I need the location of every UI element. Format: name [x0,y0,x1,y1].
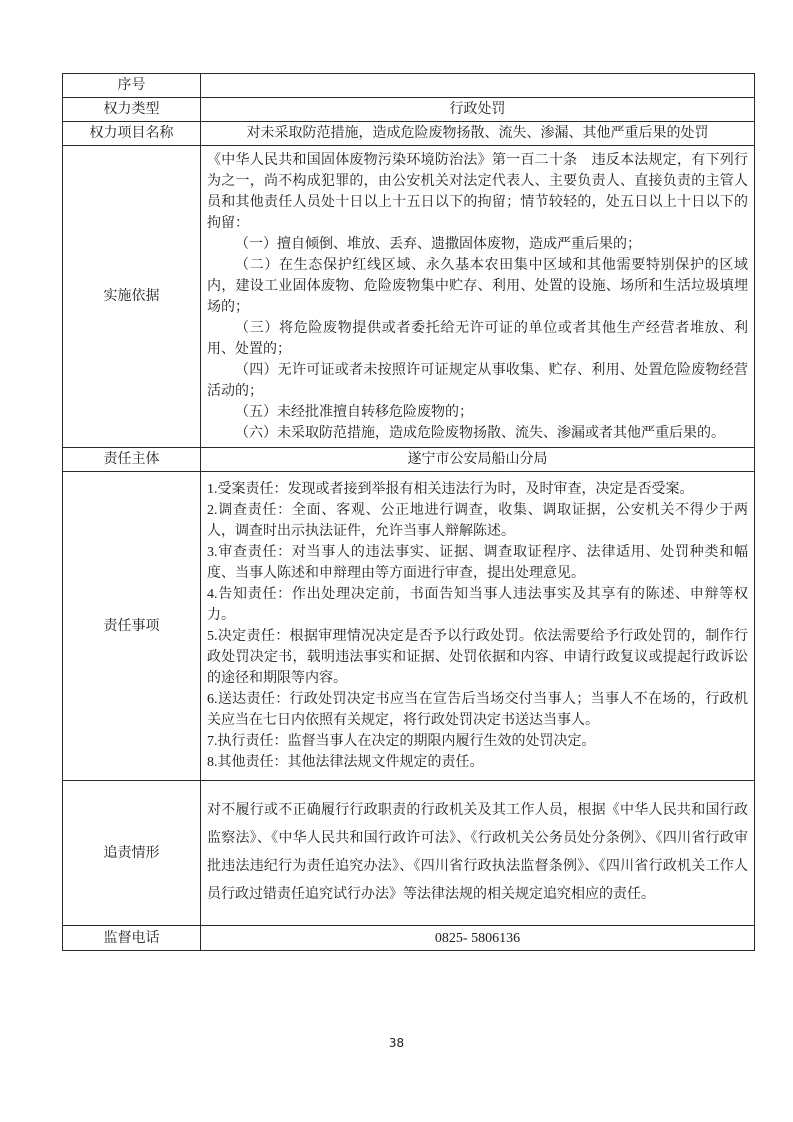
duty-item-6: 6.送达责任：行政处罚决定书应当在宣告后当场交付当事人；当事人不在场的，行政机关应当在七日内依照有关规定，将行政处罚决定书送达当事人。 [207,692,748,728]
basis-paragraph-item-5: （五）未经批准擅自转移危险废物的； [235,404,473,420]
accountability-situations-label: 追责情形 [63,781,201,926]
duty-item-7: 7.执行责任：监督当事人在决定的期限内履行生效的处罚决定。 [207,734,596,749]
duty-item-8: 8.其他责任：其他法律法规文件规定的责任。 [207,755,484,770]
duty-item-4: 4.告知责任：作出处理决定前，书面告知当事人违法事实及其享有的陈述、申辩等权力。 [207,587,748,623]
power-item-name-label: 权力项目名称 [63,122,201,146]
responsible-subject-label: 责任主体 [63,448,201,472]
basis-paragraph-item-2: （二）在生态保护红线区域、永久基本农田集中区域和其他需要特别保护的区域内，建设工业固体废物、危险废物集中贮存、利用、处置的设施、场所和生活垃圾填埋场的； [207,257,748,315]
power-list-table [62,73,755,951]
basis-paragraph-item-3: （三）将危险废物提供或者委托给无许可证的单位或者其他生产经营者堆放、利用、处置的； [207,320,748,357]
responsibility-items-label: 责任事项 [63,472,201,781]
table-row-power-type [63,98,755,122]
basis-paragraph-item-1: （一）擅自倾倒、堆放、丢弃、遗撒固体废物，造成严重后果的； [235,236,641,252]
accountability-paragraph: 对不履行或不正确履行行政职责的行政机关及其工作人员，根据《中华人民共和国行政监察法》、《中华人民共和国行政许可法》、《行政机关公务员处分条例》、《四川省行政审批违法违纪行为责任追究办法》、《四川省行政执法监督条例》、《四川省行政机关工作人员行政过错责任追究试行办法》等法律法规的相关规定追究相应的责任。 [207,803,748,902]
table-row-serial [63,74,755,98]
supervision-phone-value: 0825- 5806136 [201,926,755,951]
serial-value [201,74,755,98]
accountability-situations-content [201,781,755,926]
power-type-value: 行政处罚 [201,98,755,122]
implementation-basis-label: 实施依据 [63,146,201,448]
table-row-responsibility-items [63,472,755,781]
table-row-accountability-situations [63,781,755,926]
basis-paragraph-intro: 《中华人民共和国固体废物污染环境防治法》第一百二十条 违反本法规定，有下列行为之一，尚不构成犯罪的，由公安机关对法定代表人、主要负责人、直接负责的主管人员和其他责任人员处十日以上十五日以下的拘留；情节较轻的，处五日以上十日以下的拘留： [207,152,748,231]
table-row-responsible-subject [63,448,755,472]
duty-item-5: 5.决定责任：根据审理情况决定是否予以行政处罚。依法需要给予行政处罚的，制作行政处罚决定书，载明违法事实和证据、处罚依据和内容、申请行政复议或提起行政诉讼的途径和期限等内容。 [207,629,748,686]
table-row-implementation-basis [63,146,755,448]
responsibility-items-content [201,472,755,781]
table-row-supervision-phone [63,926,755,951]
duty-item-3: 3.审查责任：对当事人的违法事实、证据、调查取证程序、法律适用、处罚种类和幅度、当事人陈述和申辩理由等方面进行审查，提出处理意见。 [207,545,748,581]
power-type-label: 权力类型 [63,98,201,122]
implementation-basis-content [201,146,755,448]
basis-paragraph-item-6: （六）未采取防范措施，造成危险废物扬散、流失、渗漏或者其他严重后果的。 [235,425,725,441]
page-number: 38 [388,1036,405,1050]
responsible-subject-value: 遂宁市公安局船山分局 [201,448,755,472]
table-row-power-item-name [63,122,755,146]
basis-paragraph-item-4: （四）无许可证或者未按照许可证规定从事收集、贮存、利用、处置危险废物经营活动的； [207,362,748,399]
serial-label: 序号 [63,74,201,98]
supervision-phone-label: 监督电话 [63,926,201,951]
duty-item-1: 1.受案责任：发现或者接到举报有相关违法行为时，及时审查，决定是否受案。 [207,482,694,497]
power-item-name-value: 对未采取防范措施，造成危险废物扬散、流失、渗漏、其他严重后果的处罚 [201,122,755,146]
power-list-table-body [63,74,755,951]
duty-item-2: 2.调查责任：全面、客观、公正地进行调查，收集、调取证据，公安机关不得少于两人，调查时出示执法证件，允许当事人辩解陈述。 [207,503,748,539]
